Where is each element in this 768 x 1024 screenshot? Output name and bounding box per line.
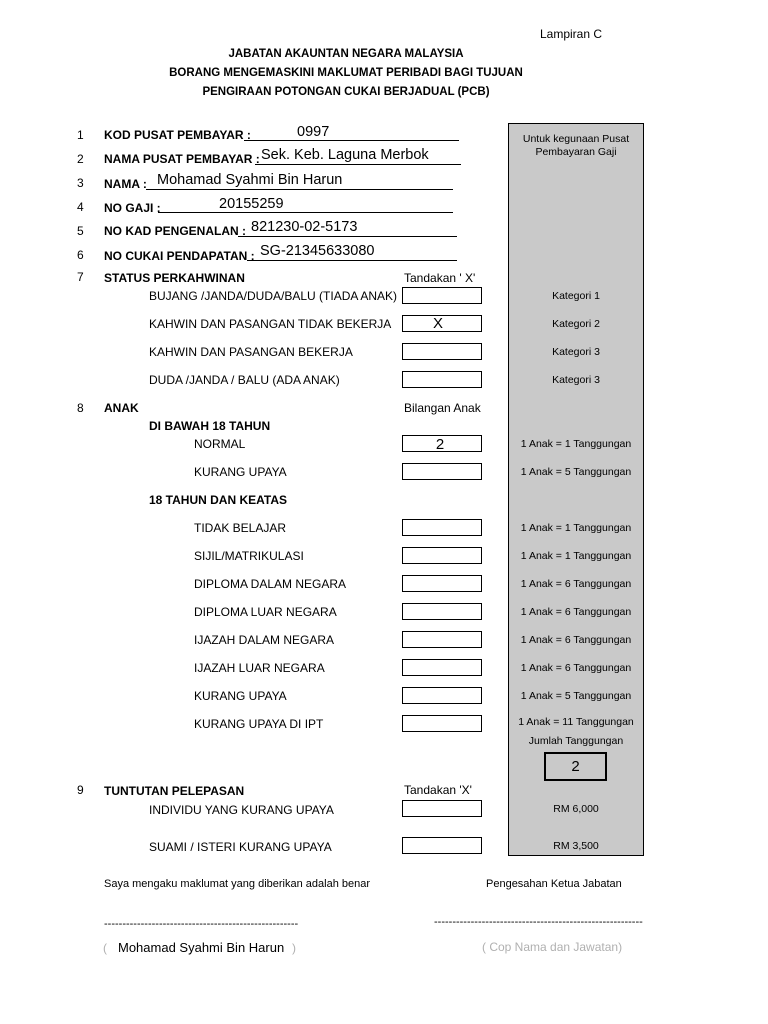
- total-dependents-label: Jumlah Tanggungan: [528, 735, 624, 747]
- field-number: 1: [77, 128, 84, 142]
- salary-no-value[interactable]: 20155259: [219, 196, 284, 212]
- marital-option-label: KAHWIN DAN PASANGAN BEKERJA: [149, 345, 353, 359]
- child-count-input[interactable]: [402, 463, 482, 480]
- ic-no-label: NO KAD PENGENALAN :: [104, 224, 247, 238]
- field-number: 6: [77, 248, 84, 262]
- section-number: 8: [77, 401, 84, 415]
- salary-no-label: NO GAJI :: [104, 201, 161, 215]
- child-category-label: KURANG UPAYA: [194, 689, 287, 703]
- relief-checkbox[interactable]: [402, 800, 482, 817]
- over18-title: 18 TAHUN DAN KEATAS: [149, 493, 288, 507]
- payer-name-value[interactable]: Sek. Keb. Laguna Merbok: [261, 147, 429, 163]
- marital-checkbox[interactable]: [402, 287, 482, 304]
- relief-item-label: SUAMI / ISTERI KURANG UPAYA: [149, 840, 332, 854]
- dependency-rule: 1 Anak = 6 Tanggungan: [520, 662, 632, 674]
- field-number: 5: [77, 224, 84, 238]
- child-category-label: DIPLOMA LUAR NEGARA: [194, 605, 337, 619]
- tax-no-value[interactable]: SG-21345633080: [260, 243, 375, 259]
- child-category-label: DIPLOMA DALAM NEGARA: [194, 577, 347, 591]
- field-number: 2: [77, 152, 84, 166]
- tax-no-underline: [247, 260, 457, 261]
- child-count-value: 2: [435, 436, 445, 453]
- child-count-input[interactable]: [402, 603, 482, 620]
- marital-option-label: BUJANG /JANDA/DUDA/BALU (TIADA ANAK): [149, 289, 398, 303]
- category-label: Kategori 3: [552, 346, 600, 358]
- salary-no-underline: [158, 212, 453, 213]
- agency-title: JABATAN AKAUNTAN NEGARA MALAYSIA: [228, 48, 464, 60]
- signature-line-left: -----------------------------------------------------: [104, 918, 299, 930]
- marital-checkbox[interactable]: [402, 343, 482, 360]
- under18-title: DI BAWAH 18 TAHUN: [149, 419, 271, 433]
- dependency-rule: 1 Anak = 11 Tanggungan: [518, 716, 634, 728]
- name-label: NAMA :: [104, 177, 147, 191]
- name-underline: [146, 189, 453, 190]
- dependency-rule: 1 Anak = 6 Tanggungan: [520, 634, 632, 646]
- name-value[interactable]: Mohamad Syahmi Bin Harun: [157, 172, 343, 188]
- marital-mark: X: [432, 315, 443, 332]
- form-subtitle: PENGIRAAN POTONGAN CUKAI BERJADUAL (PCB): [202, 86, 490, 98]
- marital-option-label: KAHWIN DAN PASANGAN TIDAK BEKERJA: [149, 317, 392, 331]
- payer-code-value[interactable]: 0997: [297, 124, 330, 140]
- relief-amount: RM 6,000: [553, 803, 599, 815]
- category-label: Kategori 2: [552, 318, 600, 330]
- child-category-label: IJAZAH DALAM NEGARA: [194, 633, 335, 647]
- children-title: ANAK: [104, 401, 139, 415]
- child-count-input[interactable]: [402, 687, 482, 704]
- marital-checkbox[interactable]: [402, 371, 482, 388]
- field-number: 4: [77, 200, 84, 214]
- child-category-label: TIDAK BELAJAR: [194, 521, 287, 535]
- child-count-input[interactable]: [402, 575, 482, 592]
- total-dependents-value: 2: [571, 758, 580, 775]
- category-label: Kategori 1: [552, 290, 600, 302]
- signer-name[interactable]: Mohamad Syahmi Bin Harun: [118, 940, 285, 955]
- marital-status-title: STATUS PERKAHWINAN: [104, 271, 245, 285]
- payer-code-label: KOD PUSAT PEMBAYAR :: [104, 128, 251, 142]
- open-paren: (: [103, 941, 107, 955]
- stamp-hint: ( Cop Nama dan Jawatan): [482, 940, 623, 954]
- field-number: 3: [77, 176, 84, 190]
- marital-mark-hint: Tandakan ' X': [404, 271, 476, 285]
- category-label: Kategori 3: [552, 374, 600, 386]
- child-count-input[interactable]: [402, 631, 482, 648]
- close-paren: ): [292, 941, 296, 955]
- child-count-input[interactable]: [402, 715, 482, 732]
- child-count-input[interactable]: [402, 659, 482, 676]
- relief-item-label: INDIVIDU YANG KURANG UPAYA: [149, 803, 334, 817]
- section-number: 7: [77, 270, 84, 284]
- dependency-rule: 1 Anak = 1 Tanggungan: [520, 550, 632, 562]
- signature-line-right: ---------------------------------------------------------: [434, 916, 643, 928]
- children-count-hint: Bilangan Anak: [404, 401, 481, 415]
- child-count-input[interactable]: [402, 519, 482, 536]
- payer-name-underline: [255, 164, 461, 165]
- relief-amount: RM 3,500: [553, 840, 599, 852]
- dependency-rule: 1 Anak = 6 Tanggungan: [520, 578, 632, 590]
- appendix-label: Lampiran C: [540, 27, 603, 41]
- relief-title: TUNTUTAN PELEPASAN: [104, 784, 245, 798]
- child-category-label: NORMAL: [194, 437, 246, 451]
- dependency-rule: 1 Anak = 5 Tanggungan: [520, 466, 632, 478]
- child-category-label: KURANG UPAYA: [194, 465, 287, 479]
- relief-mark-hint: Tandakan 'X': [404, 783, 472, 797]
- payer-code-underline: [244, 140, 459, 141]
- relief-checkbox[interactable]: [402, 837, 482, 854]
- ic-no-underline: [238, 236, 457, 237]
- child-category-label: IJAZAH LUAR NEGARA: [194, 661, 325, 675]
- child-count-input[interactable]: [402, 547, 482, 564]
- dependency-rule: 1 Anak = 6 Tanggungan: [520, 606, 632, 618]
- tax-no-label: NO CUKAI PENDAPATAN :: [104, 249, 255, 263]
- dependency-rule: 1 Anak = 1 Tanggungan: [520, 522, 632, 534]
- ic-no-value[interactable]: 821230-02-5173: [251, 219, 358, 235]
- dependency-rule: 1 Anak = 5 Tanggungan: [520, 690, 632, 702]
- child-category-label: KURANG UPAYA DI IPT: [194, 717, 324, 731]
- payer-name-label: NAMA PUSAT PEMBAYAR :: [104, 152, 260, 166]
- form-title: BORANG MENGEMASKINI MAKLUMAT PERIBADI BAGI TUJUAN: [169, 67, 523, 79]
- approval-label: Pengesahan Ketua Jabatan: [486, 878, 622, 890]
- child-category-label: SIJIL/MATRIKULASI: [194, 549, 304, 563]
- office-use-title: Untuk kegunaan Pusat Pembayaran Gaji: [522, 133, 630, 158]
- marital-option-label: DUDA /JANDA / BALU (ADA ANAK): [149, 373, 340, 387]
- section-number: 9: [77, 783, 84, 797]
- declaration-text: Saya mengaku maklumat yang diberikan adalah benar: [104, 878, 370, 890]
- dependency-rule: 1 Anak = 1 Tanggungan: [520, 438, 632, 450]
